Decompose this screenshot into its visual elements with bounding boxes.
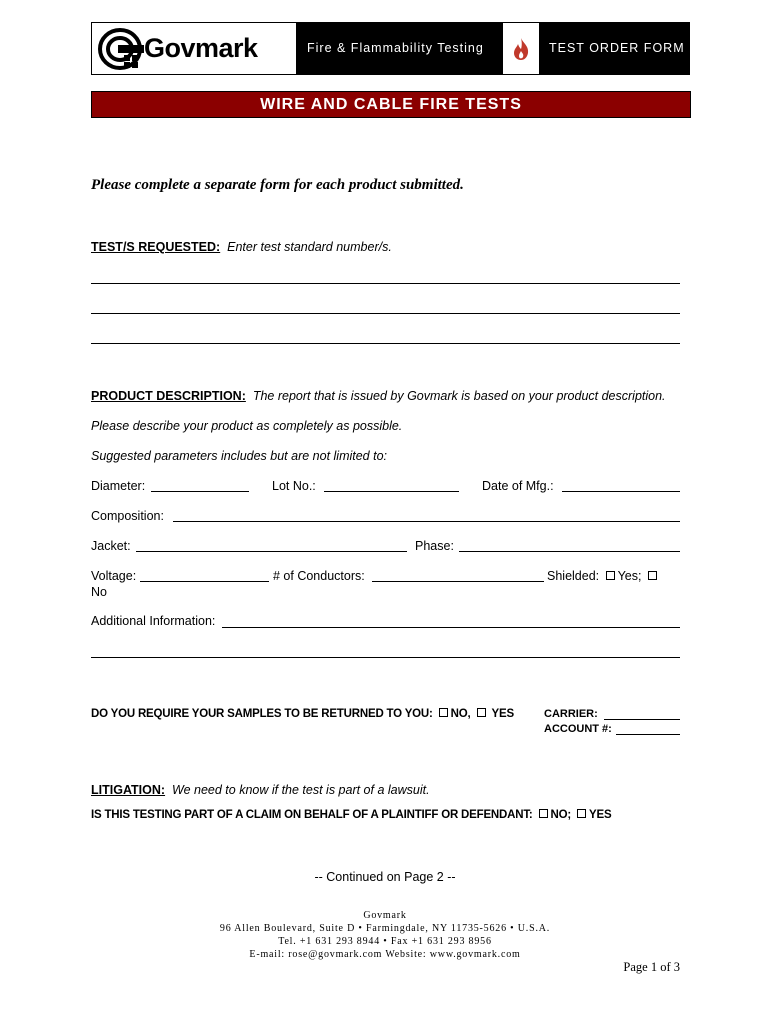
header-subtitle: Fire & Flammability Testing xyxy=(307,41,484,55)
shielded-yes-label: Yes; xyxy=(617,569,642,583)
shielded-group xyxy=(547,569,660,583)
logo-text: Govmark xyxy=(144,33,258,63)
phase-field[interactable] xyxy=(459,551,680,552)
product-instruction-2: Suggested parameters includes but are not limited to: xyxy=(91,449,388,463)
page-number: Page 1 of 3 xyxy=(623,960,680,974)
samples-question: DO YOU REQUIRE YOUR SAMPLES TO BE RETURNED TO YOU: xyxy=(91,708,433,720)
additional-info-field-2[interactable] xyxy=(91,657,680,658)
lot-label: Lot No.: xyxy=(272,479,316,493)
logo xyxy=(92,23,297,74)
tests-line-1[interactable] xyxy=(91,283,680,284)
product-section-heading xyxy=(91,389,666,403)
shielded-no-checkbox[interactable] xyxy=(648,571,657,580)
additional-info-label: Additional Information: xyxy=(91,614,216,628)
flame-icon xyxy=(511,37,531,61)
product-hint: The report that is issued by Govmark is based on your product description. xyxy=(252,389,666,403)
form-type: TEST ORDER FORM xyxy=(549,41,685,55)
litigation-yes-checkbox[interactable] xyxy=(577,809,586,818)
account-field[interactable] xyxy=(616,734,680,735)
page-title: WIRE AND CABLE FIRE TESTS xyxy=(91,91,691,118)
litigation-label: LITIGATION: xyxy=(91,783,166,797)
voltage-field[interactable] xyxy=(140,581,269,582)
litigation-question: IS THIS TESTING PART OF A CLAIM ON BEHALF OF A PLAINTIFF OR DEFENDANT: xyxy=(91,809,533,821)
govmark-logo-icon xyxy=(98,27,146,71)
samples-question-group xyxy=(91,708,514,720)
tests-section-heading xyxy=(91,240,392,254)
litigation-question-group xyxy=(91,809,611,821)
conductors-label: # of Conductors: xyxy=(273,569,365,583)
composition-field[interactable] xyxy=(173,521,680,522)
litigation-section-heading xyxy=(91,783,430,797)
diameter-field[interactable] xyxy=(151,491,249,492)
date-mfg-label: Date of Mfg.: xyxy=(482,479,554,493)
litigation-hint: We need to know if the test is part of a lawsuit. xyxy=(172,783,430,797)
tests-hint: Enter test standard number/s. xyxy=(227,240,392,254)
conductors-field[interactable] xyxy=(372,581,544,582)
footer-address: 96 Allen Boulevard, Suite D • Farmingdale, NY 11735-5626 • U.S.A. xyxy=(219,923,551,934)
samples-yes-label: YES xyxy=(491,708,514,720)
litigation-no-label: NO; xyxy=(550,809,571,821)
tests-label: TEST/S REQUESTED: xyxy=(91,240,221,254)
phase-label: Phase: xyxy=(415,539,454,553)
form-type-cell xyxy=(539,23,689,74)
additional-info-field-1[interactable] xyxy=(222,627,680,628)
voltage-label: Voltage: xyxy=(91,569,137,583)
footer-contact: E-mail: rose@govmark.com Website: www.govmark.com xyxy=(249,949,521,960)
samples-yes-checkbox[interactable] xyxy=(477,708,486,717)
litigation-yes-label: YES xyxy=(589,809,612,821)
header xyxy=(91,22,690,75)
samples-no-checkbox[interactable] xyxy=(439,708,448,717)
shielded-no-label: No xyxy=(91,585,107,599)
date-mfg-field[interactable] xyxy=(562,491,680,492)
litigation-no-checkbox[interactable] xyxy=(539,809,548,818)
product-instruction-1: Please describe your product as completely as possible. xyxy=(91,419,403,433)
lot-field[interactable] xyxy=(324,491,459,492)
tests-line-3[interactable] xyxy=(91,343,680,344)
shielded-label: Shielded: xyxy=(547,569,600,583)
intro-text: Please complete a separate form for each product submitted. xyxy=(91,177,464,193)
samples-no-label: NO, xyxy=(450,708,471,720)
continued-note: -- Continued on Page 2 -- xyxy=(314,870,456,884)
tests-line-2[interactable] xyxy=(91,313,680,314)
carrier-field[interactable] xyxy=(604,719,680,720)
diameter-label: Diameter: xyxy=(91,479,146,493)
footer-phone: Tel. +1 631 293 8944 • Fax +1 631 293 8956 xyxy=(278,936,492,947)
composition-label: Composition: xyxy=(91,509,164,523)
footer-company: Govmark xyxy=(363,910,407,921)
shielded-yes-checkbox[interactable] xyxy=(606,571,615,580)
header-subtitle-cell xyxy=(297,23,503,74)
flame-cell xyxy=(503,23,539,74)
jacket-label: Jacket: xyxy=(91,539,131,553)
carrier-label: CARRIER: xyxy=(544,708,598,720)
jacket-field[interactable] xyxy=(136,551,407,552)
account-label: ACCOUNT #: xyxy=(544,723,612,735)
product-label: PRODUCT DESCRIPTION: xyxy=(91,389,246,403)
